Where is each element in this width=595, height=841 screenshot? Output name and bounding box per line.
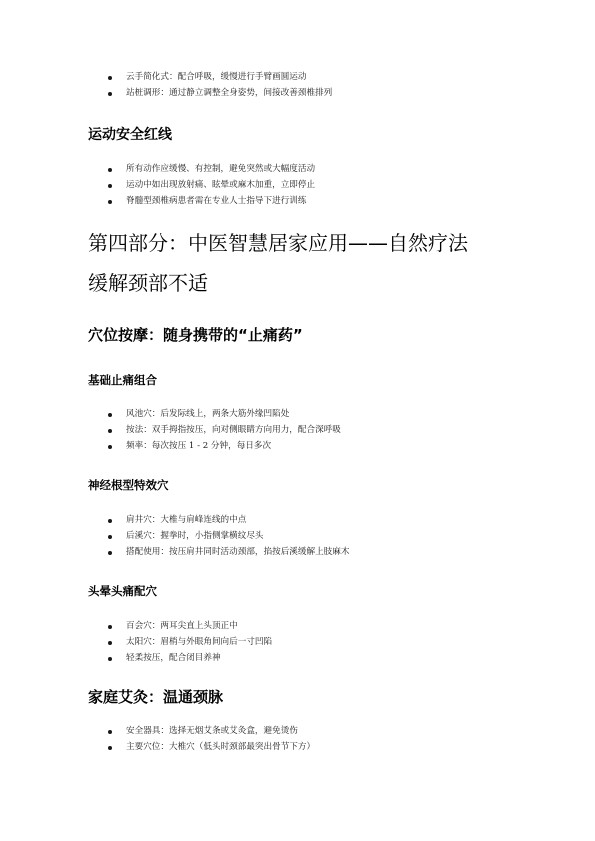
bullet-icon — [108, 429, 112, 433]
list-item-text: 运动中如出现放射痛、眩晕或麻木加重，立即停止 — [126, 179, 316, 190]
list-item-text: 轻柔按压，配合闭目养神 — [126, 652, 221, 663]
bullet-icon — [108, 200, 112, 204]
list-item — [88, 651, 272, 667]
list-item — [88, 513, 349, 529]
bullet-icon — [108, 551, 112, 555]
bullet-icon — [108, 168, 112, 172]
list-item — [88, 178, 315, 194]
bullet-icon — [108, 413, 112, 417]
dizzy-heading: 头晕头痛配穴 — [88, 584, 157, 598]
bullet-icon — [108, 746, 112, 750]
bullet-icon — [108, 535, 112, 539]
exercise-list — [0, 70, 332, 102]
moxa-list — [0, 724, 315, 756]
bullet-icon — [108, 641, 112, 645]
list-item — [88, 70, 332, 86]
bullet-icon — [108, 92, 112, 96]
bullet-icon — [108, 184, 112, 188]
list-item — [88, 407, 341, 423]
bullet-icon — [108, 445, 112, 449]
list-item — [88, 724, 315, 740]
list-item-text: 肩井穴：大椎与肩峰连线的中点 — [126, 515, 247, 525]
bullet-icon — [108, 519, 112, 523]
bullet-icon — [108, 76, 112, 80]
basic-list — [0, 407, 341, 454]
list-item — [88, 162, 315, 178]
list-item — [88, 194, 315, 210]
list-item — [88, 740, 315, 756]
list-item — [88, 529, 349, 545]
nerve-heading: 神经根型特效穴 — [88, 478, 169, 492]
list-item-text: 后溪穴：握拳时，小指侧掌横纹尽头 — [126, 530, 264, 541]
list-item-text: 百会穴：两耳尖直上头顶正中 — [126, 621, 238, 631]
list-item-text: 云手简化式：配合呼吸，缓慢进行手臂画圆运动 — [126, 72, 307, 82]
list-item-text: 主要穴位：大椎穴（低头时颈部最突出骨节下方） — [126, 741, 316, 752]
list-item-text: 风池穴：后发际线上，两条大筋外缘凹陷处 — [126, 409, 290, 419]
list-item-text: 脊髓型颈椎病患者需在专业人士指导下进行训练 — [126, 195, 307, 206]
bullet-icon — [108, 625, 112, 629]
list-item-text: 频率：每次按压 1 - 2 分钟，每日多次 — [126, 440, 272, 451]
safety-list — [0, 162, 315, 209]
list-item — [88, 86, 332, 102]
list-item — [88, 423, 341, 439]
list-item-text: 搭配使用：按压肩井同时活动颈部，掐按后溪缓解上肢麻木 — [126, 546, 350, 557]
bullet-icon — [108, 657, 112, 661]
nerve-list — [0, 513, 349, 560]
list-item-text: 所有动作应缓慢、有控制，避免突然或大幅度活动 — [126, 164, 316, 174]
list-item — [88, 619, 272, 635]
part4-title-line2: 缓解颈部不适 — [88, 271, 208, 295]
dizzy-list — [0, 619, 272, 666]
list-item-text: 站桩调形：通过静立调整全身姿势，间接改善颈椎排列 — [126, 87, 333, 98]
moxa-heading: 家庭艾灸：温通颈脉 — [88, 688, 224, 706]
list-item — [88, 545, 349, 561]
list-item-text: 太阳穴：眉梢与外眼角间向后一寸凹陷 — [126, 636, 273, 647]
list-item-text: 安全器具：选择无烟艾条或艾灸盒，避免烫伤 — [126, 726, 298, 736]
list-item — [88, 439, 341, 455]
list-item-text: 按法：双手拇指按压，向对侧眼睛方向用力，配合深呼吸 — [126, 424, 341, 435]
basic-heading: 基础止痛组合 — [88, 373, 157, 387]
bullet-icon — [108, 730, 112, 734]
acupoint-heading: 穴位按摩：随身携带的“止痛药” — [88, 326, 303, 344]
part4-title-line1: 第四部分：中医智慧居家应用——自然疗法 — [88, 231, 468, 255]
safety-heading: 运动安全红线 — [88, 127, 172, 143]
list-item — [88, 635, 272, 651]
